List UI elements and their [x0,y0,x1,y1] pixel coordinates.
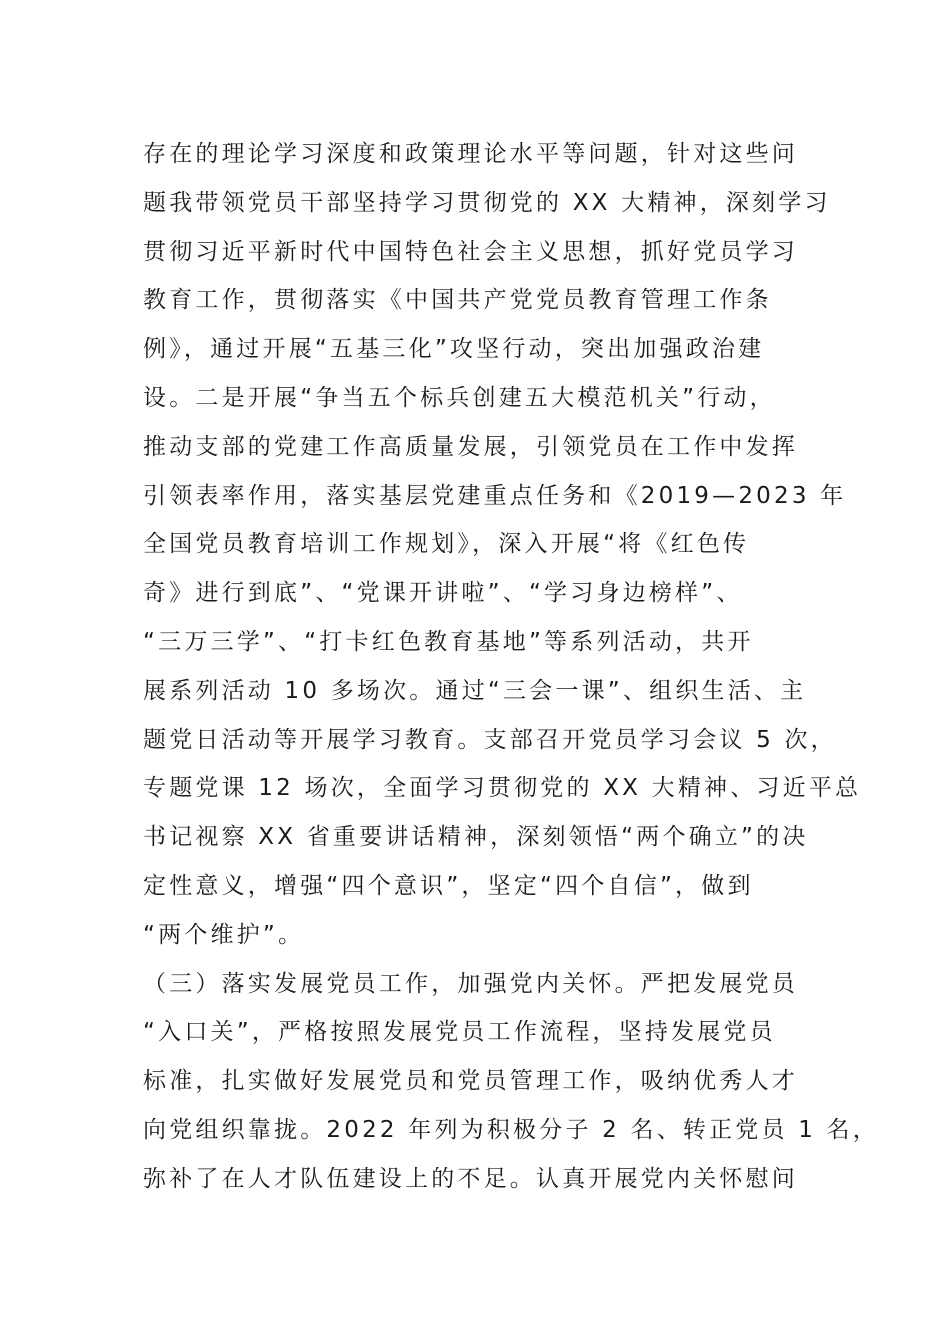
text-line: 专题党课 12 场次，全面学习贯彻党的 XX 大精神、习近平总 [143,775,862,802]
text-line: 题党日活动等开展学习教育。支部召开党员学习会议 5 次， [143,726,837,753]
text-line: 弥补了在人才队伍建设上的不足。认真开展党内关怀慰问 [143,1165,798,1192]
text-line: 存在的理论学习深度和政策理论水平等问题，针对这些问 [143,141,798,167]
text-line: “入口关”，严格按照发展党员工作流程，坚持发展党员 [143,1019,776,1046]
text-line: 展系列活动 10 多场次。通过“三会一课”、组织生活、主 [143,677,807,704]
text-line: 例》，通过开展“五基三化”攻坚行动，突出加强政治建 [143,336,765,363]
text-line: 全国党员教育培训工作规划》，深入开展“将《红色传 [143,531,750,558]
text-line: 奇》进行到底”、“党课开讲啦”、“学习身边榜样”、 [143,580,743,607]
text-line: 标准，扎实做好发展党员和党员管理工作，吸纳优秀人才 [143,1068,798,1095]
document-body-text [143,132,879,1206]
section-heading-line: （三）落实发展党员工作，加强党内关怀。严把发展党员 [143,970,798,997]
text-line: 贯彻习近平新时代中国特色社会主义思想，抓好党员学习 [143,238,798,265]
text-line: 书记视察 XX 省重要讲话精神，深刻领悟“两个确立”的决 [143,824,809,851]
text-line: 教育工作，贯彻落实《中国共产党党员教育管理工作条 [143,287,772,314]
text-line: 设。二是开展“争当五个标兵创建五大模范机关”行动， [143,384,776,411]
text-line: 题我带领党员干部坚持学习贯彻党的 XX 大精神，深刻学习 [143,189,831,216]
text-line: 推动支部的党建工作高质量发展，引领党员在工作中发挥 [143,433,798,460]
text-line: “三万三学”、“打卡红色教育基地”等系列活动，共开 [143,628,754,655]
text-line: 向党组织靠拢。2022 年列为积极分子 2 名、转正党员 1 名， [143,1116,879,1143]
text-line: “两个维护”。 [143,921,305,948]
text-line: 引领表率作用，落实基层党建重点任务和《2019—2023 年 [143,482,847,509]
text-line: 定性意义，增强“四个意识”，坚定“四个自信”，做到 [143,872,754,899]
